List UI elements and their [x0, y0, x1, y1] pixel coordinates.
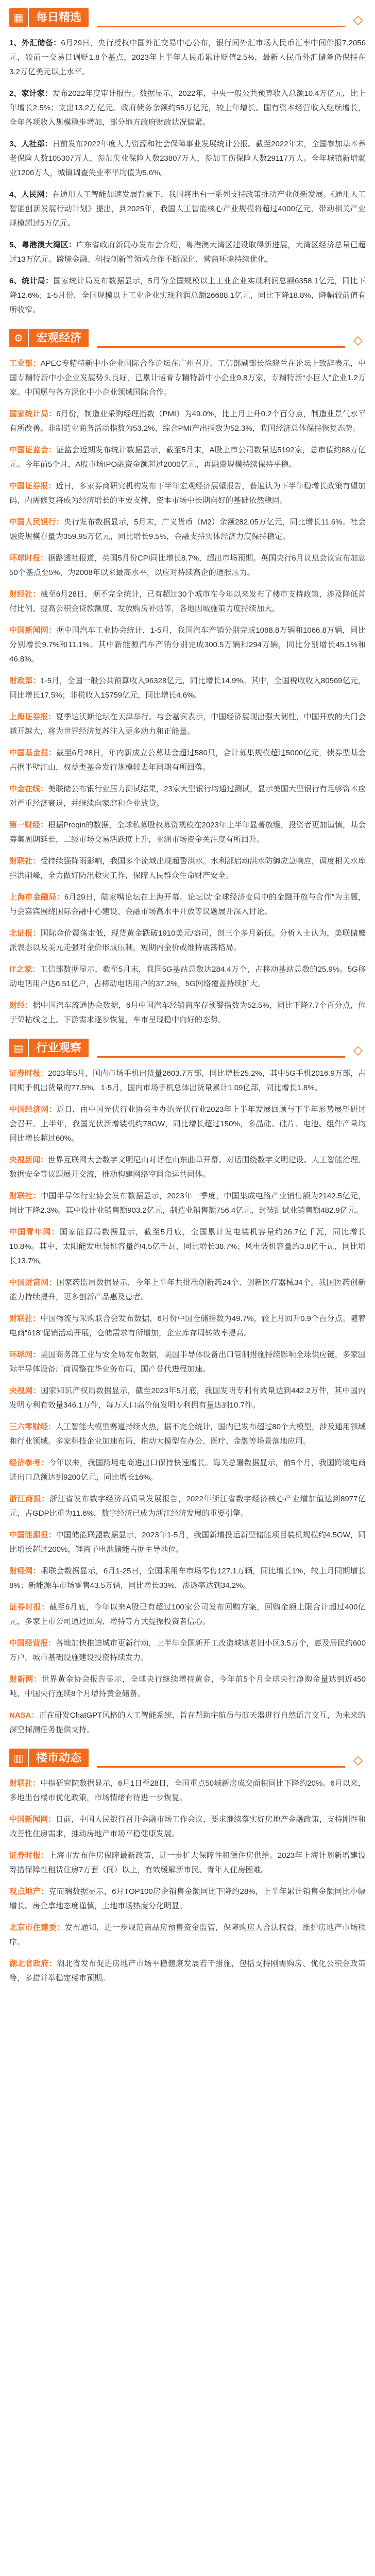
industry-item-text: 国家能源局数据显示，截至5月底，全国累计发电装机容量约26.7亿千瓦，同比增长10.8%。其中，太阳能发电装机容量约4.5亿千瓦，同比增长38.7%；风电装机容量约3.8亿千瓦，同比增长13.7%。 [9, 1228, 366, 1265]
macro-item-source: IT之家： [9, 965, 40, 974]
daily-item-index: 4、 [9, 190, 22, 199]
macro-item-source: 上海证券报： [9, 713, 56, 721]
daily-list [9, 36, 366, 317]
daily-item-text: 国家统计局发布数据显示，5月份全国规模以上工业企业实现利润总额6358.1亿元，同比下降12.6%；1-5月份，全国规模以上工业企业实现利润总额26688.1亿元，同比下降18.8%，降幅较前值有所收窄。 [9, 277, 366, 314]
industry-item-source: 证券时报： [9, 1603, 49, 1612]
macro-item [9, 551, 366, 580]
industry-item-text: 正在研发ChatGPT风格的人工智能系统，旨在帮助宇航员与航天器进行自然语言交互，为未来的深空探测任务提供支持。 [9, 1711, 366, 1734]
diamond-icon: ◇ [353, 333, 363, 347]
macro-item-text: 工信部数据显示，截至5月末，我国5G基站总数达284.4万个，占移动基站总数的25.9%。5G移动电话用户达6.51亿户，占移动电话用户的37.2%，5G网络覆盖持续扩大。 [9, 965, 366, 988]
section-badge-property [9, 1749, 89, 1767]
macro-item-source: 第一财经： [9, 821, 48, 829]
industry-item [9, 1672, 366, 1701]
industry-item-text: 世界互联网大会数字文明尼山对话在山东曲阜开幕。对话围绕数字文明建设、人工智能治理、数据安全等议题展开交流，推动构建网络空间命运共同体。 [9, 1156, 366, 1179]
macro-item-source: 财政部： [9, 676, 41, 685]
section-badge-daily [9, 8, 89, 27]
daily-item-text: 日前发布2022年度人力资源和社会保障事业发展统计公报。截至2022年末，全国参加基本养老保险人数105307万人，参加失业保险人数23807万人，参加工伤保险人数29117万人。全年城镇新增就业1206万人，城镇调查失业率平均值为5.6%。 [9, 140, 366, 177]
section-daily [9, 4, 366, 317]
section-title-industry: 行业观察 [29, 1039, 89, 1057]
industry-item-source: 中国能源报： [9, 1531, 56, 1539]
industry-item-text: 浙江省发布数字经济高质量发展报告，2022年浙江省数字经济核心产业增加值达到8977亿元，占GDP比重为11.6%，数字经济已成为浙江经济发展的重要引擎。 [9, 1495, 366, 1518]
industry-item [9, 1456, 366, 1485]
industry-item-text: 今年以来，我国跨境电商进出口保持快速增长。海关总署数据显示，前5个月，我国跨境电商进出口总额达到9200亿元，同比增长16%。 [9, 1459, 366, 1482]
section-underline [97, 1056, 345, 1058]
industry-item-source: 环球网： [9, 1350, 41, 1359]
macro-item-source: 财联社： [9, 857, 41, 866]
industry-item-source: 浙江商报： [9, 1495, 50, 1503]
page [0, 4, 375, 2576]
macro-item-source: 北证报： [9, 929, 41, 938]
macro-item-text: 央行发布数据显示，5月末，广义货币（M2）余额282.05万亿元，同比增长11.6%。社会融资规模存量为359.95万亿元，同比增长9.5%，金融支持实体经济力度保持稳定。 [9, 518, 366, 541]
industry-item-text: 国家知识产权局数据显示，截至2023年5月底，我国发明专利有效量达到442.2万件，其中国内发明专利有效量346.1万件，每万人口高价值发明专利拥有量达到10.7件。 [9, 1386, 366, 1410]
daily-item-lead: 统计局： [22, 277, 54, 285]
industry-item [9, 1528, 366, 1557]
industry-item-source: 财联社： [9, 1314, 41, 1323]
industry-item-source: 经济参考： [9, 1459, 48, 1467]
industry-item [9, 1600, 366, 1629]
daily-item [9, 87, 366, 130]
macro-item-source: 中国证券报： [9, 482, 56, 490]
industry-item-source: 中国青年网： [9, 1228, 60, 1236]
daily-item-index: 6、 [9, 277, 22, 285]
daily-item-lead: 粤港澳大湾区： [21, 241, 77, 249]
daily-item-text: 6月29日，央行授权中国外汇交易中心公布，银行间外汇市场人民币汇率中间价报7.2056元，较前一交易日调贬1.8个基点，2023年上半年人民币累计贬值2.5%，最新人民币外汇储备仍保持在3.2万亿美元以上水平。 [9, 39, 366, 76]
section-header-property [9, 1744, 366, 1771]
industry-item-text: 各地加快推进城市更新行动，上半年全国新开工改造城镇老旧小区3.5万个，惠及居民约600万户，城市基础设施建设投资持续发力。 [9, 1639, 366, 1662]
daily-item [9, 188, 366, 231]
macro-item [9, 407, 366, 436]
industry-item [9, 1153, 366, 1182]
property-item-source: 北京市住建委： [9, 1923, 65, 1932]
industry-item-source: 财联社： [9, 1192, 41, 1200]
property-item [9, 1776, 366, 1805]
industry-item-text: 截至6月底，今年以来A股已有超过100家公司发布回购方案，回购金额上限合计超过400亿元，多家上市公司通过回购、增持等方式提振投资者信心。 [9, 1603, 366, 1626]
daily-item [9, 274, 366, 317]
industry-item-text: 美国商务部工业与安全局发布数据，美国半导体设备出口管制措施持续影响全球供应链，多家国际半导体设备厂商调整在华业务布局，国产替代进程加速。 [9, 1350, 366, 1374]
industry-item [9, 1066, 366, 1095]
section-header-industry [9, 1035, 366, 1061]
gear-icon: ⚙ [9, 329, 28, 347]
daily-item-lead: 人民网： [21, 190, 53, 199]
property-item-text: 中指研究院数据显示，6月1日至28日，全国重点50城新房成交面积同比下降约20%。6月以来，多地出台楼市优化政策，市场情绪有待进一步恢复。 [9, 1779, 366, 1802]
property-item-text: 克而瑞数据显示，6月TOP100房企销售金额同比下降约28%，上半年累计销售金额同比小幅增长。房企拿地态度谨慎，土地市场热度分化明显。 [9, 1887, 366, 1910]
section-industry [9, 1035, 366, 1737]
property-item-source: 中国新闻网： [9, 1815, 56, 1824]
industry-item-text: 中国半导体行业协会发布数据显示，2023年一季度，中国集成电路产业销售额为2142.5亿元，同比下降2.3%。其中设计业销售额903.2亿元，制造业销售额756.4亿元，封装测试业销售额482.9亿元。 [9, 1192, 366, 1215]
industry-item-source: 财新网： [9, 1675, 42, 1684]
macro-item [9, 515, 366, 544]
industry-item-source: 央视网： [9, 1386, 41, 1395]
macro-item-source: 中国基金报： [9, 749, 57, 757]
macro-item [9, 854, 366, 883]
section-badge-industry [9, 1039, 89, 1057]
daily-item-lead: 家计家： [21, 89, 53, 98]
macro-item-text: 证监会近期发布统计数据显示，截至5月末，A股上市公司数量达5192家，总市值约88万亿元。今年前5个月，A股市场IPO融资金额超过2000亿元，再融资规模持续保持平稳。 [9, 446, 366, 469]
macro-item-source: 中国人民银行： [9, 518, 64, 527]
macro-item [9, 674, 366, 703]
macro-item-text: 美联储公布银行业压力测试结果，23家大型银行均通过测试，显示美国大型银行有足够资本应对严重经济衰退，并继续向家庭和企业放贷。 [9, 785, 366, 808]
macro-item-source: 财经社： [9, 590, 41, 599]
property-item-source: 湖北省政府： [9, 1959, 57, 1968]
macro-list [9, 357, 366, 1027]
industry-item-source: 三六零财经： [9, 1422, 56, 1431]
macro-item-text: 据路透社报道，英国5月份CPI同比增长8.7%，超出市场预期。英国央行6月议息会议宣布加息50个基点至5%，为2008年以来最高水平，以应对持续高企的通胀压力。 [9, 554, 366, 577]
macro-item-text: 据中国汽车流通协会数据，6月中国汽车经销商库存预警指数为52.5%，同比下降7.7个百分点，位于荣枯线之上。下游需求逐步恢复，车市呈现稳中向好的态势。 [9, 1001, 366, 1024]
macro-item-source: 中国新闻网： [9, 626, 57, 635]
macro-item-source: 国家统计局： [9, 410, 57, 418]
daily-item-index: 5、 [9, 241, 22, 249]
industry-item [9, 1225, 366, 1268]
industry-item-source: 央视新闻： [9, 1156, 48, 1164]
macro-item-text: 据中国汽车工业协会统计，1-5月，我国汽车产销分别完成1068.8万辆和1066.8万辆，同比分别增长9.7%和11.1%。其中新能源汽车产销分别完成300.5万辆和294万辆，同比分别增长45.1%和46.8%。 [9, 626, 366, 664]
macro-item [9, 710, 366, 739]
calendar-icon: ▦ [9, 8, 28, 27]
industry-item [9, 1564, 366, 1593]
macro-item-text: 国际金价震荡走低，现货黄金跌破1910美元/盎司，创三个多月新低。分析人士认为，美联储鹰派表态以及美元走强对金价形成压制，短期内金价或维持震荡格局。 [9, 929, 366, 952]
industry-item-source: 中国财富网： [9, 1278, 57, 1287]
macro-item-text: 1-5月，全国一般公共预算收入96328亿元，同比增长14.9%。其中，全国税收收入80569亿元，同比增长17.5%；非税收入15759亿元，同比增长4.6%。 [9, 676, 366, 700]
daily-item-lead: 外汇储备： [21, 39, 61, 47]
macro-item-text: 6月29日，陆家嘴论坛在上海开幕。论坛以“全球经济变局中的金融开放与合作”为主题，与会嘉宾围绕国际金融中心建设、金融市场高水平开放等议题展开深入讨论。 [9, 893, 366, 916]
macro-item [9, 479, 366, 508]
macro-item [9, 746, 366, 775]
industry-list [9, 1066, 366, 1737]
industry-item-source: 中国经营报： [9, 1639, 56, 1648]
property-item [9, 1921, 366, 1950]
macro-item [9, 443, 366, 472]
property-item [9, 1812, 366, 1841]
daily-item-text: 广东省政府新闻办发布会介绍，粤港澳大湾区建设取得新进展，大湾区经济总量已超过13万亿元。跨境金融、科技创新等领域合作不断深化，营商环境持续优化。 [9, 241, 366, 264]
property-item [9, 1849, 366, 1877]
macro-item-source: 中金在线： [9, 785, 48, 793]
macro-item-text: 截至6月28日，据不完全统计，已有超过30个城市在今年以来发布了楼市支持政策，涉及降低首付比例、提高公积金贷款额度、发放购房补贴等，各地因城施策力度持续加大。 [9, 590, 366, 613]
property-item-source: 财联社： [9, 1779, 41, 1788]
macro-item [9, 587, 366, 616]
daily-item-text: 在通用人工智能加速发展背景下，我国将出台一系列支持政策推动产业创新发展。《通用人工智能创新发展行动计划》提出，到2025年，我国人工智能核心产业规模将超过4000亿元，带动相关产业规模超过5万亿元。 [9, 190, 366, 228]
industry-item-text: 近日，由中国光伏行业协会主办的光伏行业2023年上半年发展回顾与下半年形势展望研讨会召开。上半年，我国光伏新增装机约78GW，同比增长超过150%，多晶硅、硅片、电池、组件产量均同比增长超过60%。 [9, 1105, 366, 1143]
industry-item-source: 证券时报： [9, 1069, 48, 1078]
section-badge-macro [9, 329, 89, 347]
macro-item-source: 中国证监会： [9, 446, 57, 454]
section-property [9, 1744, 366, 1986]
daily-item-index: 2、 [9, 89, 22, 98]
industry-item [9, 1348, 366, 1377]
property-item-text: 上海市发布住房保障最新政策，进一步扩大保障性租赁住房供给。2023年上海计划新增建设筹措保障性租赁住房7万套（间）以上，有效缓解新市民、青年人住房困难。 [9, 1851, 366, 1874]
macro-item-text: 根据Preqin的数据，全球私募股权募资规模在2023年上半年显著放缓，投资者更加谨慎，基金募集周期延长，二级市场交易活跃度上升，亚洲市场资金关注度有所回升。 [9, 821, 366, 844]
section-underline [97, 26, 345, 27]
macro-item [9, 998, 366, 1027]
daily-item-index: 1、 [9, 39, 22, 47]
daily-item-index: 3、 [9, 140, 22, 148]
industry-item-text: 中国储能联盟数据显示，2023年1-5月，我国新增投运新型储能项目装机规模约4.5GW，同比增长超过200%，锂离子电池储能占据主导地位。 [9, 1531, 366, 1554]
property-item-source: 观点地产： [9, 1887, 49, 1896]
daily-item [9, 36, 366, 79]
section-macro [9, 325, 366, 1027]
section-underline [97, 346, 345, 348]
section-header-macro [9, 325, 366, 351]
diamond-icon: ◇ [353, 13, 363, 27]
industry-item-text: 乘联会数据显示，6月1-25日，全国乘用车市场零售127.1万辆，同比增长1%，较上月同期增长8%；新能源车市场零售43.5万辆，同比增长33%，渗透率达到34.2%。 [9, 1567, 366, 1590]
section-underline [97, 1766, 345, 1768]
industry-item-text: 2023年5月，国内市场手机出货量2603.7万部，同比增长25.2%，其中5G手机2016.9万部，占同期手机出货量的77.5%。1-5月，国内市场手机总体出货量累计1.09亿部，同比增长1.8%。 [9, 1069, 366, 1092]
property-item [9, 1885, 366, 1913]
building-icon: ▥ [9, 1749, 28, 1767]
industry-item-text: 中国物流与采购联合会发布数据，6月份中国仓储指数为49.7%，较上月回升0.9个百分点。随着电商“618”促销活动开展，仓储需求有所增加，企业库存周转效率提高。 [9, 1314, 366, 1337]
macro-item-text: 截至6月28日，年内新成立公募基金超过580只，合计募集规模超过5000亿元，债券型基金占据半壁江山，权益类基金发行规模较去年同期有所回落。 [9, 749, 366, 772]
property-list [9, 1776, 366, 1986]
macro-item [9, 357, 366, 400]
industry-item [9, 1103, 366, 1146]
daily-item-lead: 人社部： [21, 140, 53, 148]
industry-item-source: 中国经济网： [9, 1105, 57, 1114]
property-item-text: 湖北省发布促进房地产市场平稳健康发展若干措施，包括支持刚需购房、优化公积金政策等，多措并举稳定楼市预期。 [9, 1959, 366, 1982]
macro-item [9, 818, 366, 847]
section-title-macro: 宏观经济 [29, 329, 89, 347]
macro-item [9, 962, 366, 991]
property-item-text: 日前，中国人民银行召开金融市场工作会议，要求继续落实好房地产金融政策，支持刚性和改善性住房需求，推动房地产市场平稳健康发展。 [9, 1815, 366, 1838]
diamond-icon: ◇ [353, 1043, 363, 1057]
macro-item-text: 受持续强降雨影响，我国多个流域出现超警洪水。水利部启动洪水防御应急响应，调度相关水库拦洪削峰，全力做好防汛救灾工作，保障人民群众生命财产安全。 [9, 857, 366, 880]
macro-item-text: APEC专精特新中小企业国际合作论坛在广州召开。工信部副部长徐晓兰在论坛上致辞表示，中国专精特新中小企业发展势头良好，已累计培育专精特新中小企业9.8万家，专精特新“小巨人”企业1.2万家。中国愿与各方深化中小企业领域国际合作。 [9, 359, 366, 397]
industry-item [9, 1708, 366, 1737]
macro-item-source: 工业部： [9, 359, 41, 368]
daily-item [9, 238, 366, 267]
macro-item [9, 623, 366, 667]
chart-icon: ▤ [9, 1039, 28, 1057]
macro-item-source: 上海市金融局： [9, 893, 64, 902]
daily-item [9, 137, 366, 180]
section-header-daily [9, 4, 366, 31]
section-title-daily: 每日精选 [29, 8, 89, 27]
property-item-text: 发布通知，进一步规范商品房预售资金监管，保障购房人合法权益，维护房地产市场秩序。 [9, 1923, 366, 1946]
industry-item-text: 国家药监局数据显示，今年上半年共批准创新药24个、创新医疗器械34个。我国医药创新能力持续提升，更多创新产品惠及患者。 [9, 1278, 366, 1301]
macro-item [9, 926, 366, 955]
macro-item-text: 夏季达沃斯论坛在天津举行。与会嘉宾表示，中国经济展现出强大韧性，中国开放的大门会越开越大，将为世界经济复苏注入更多动力和正能量。 [9, 713, 366, 736]
property-item-source: 证券时报： [9, 1851, 49, 1860]
diamond-icon: ◇ [353, 1753, 363, 1767]
industry-item [9, 1189, 366, 1218]
industry-item-text: 人工智能大模型赛道持续火热，据不完全统计，国内已发布超过80个大模型，涉及通用领域和行业领域。多家科技企业加速布局，推动大模型在办公、医疗、金融等场景落地应用。 [9, 1422, 366, 1446]
industry-item [9, 1312, 366, 1341]
macro-item [9, 890, 366, 919]
macro-item-source: 财经： [9, 1001, 33, 1010]
industry-item-source: 财经网： [9, 1567, 41, 1575]
industry-item-source: NASA： [9, 1711, 39, 1720]
section-title-property: 楼市动态 [29, 1749, 89, 1767]
industry-item [9, 1636, 366, 1665]
macro-item [9, 782, 366, 811]
industry-item [9, 1420, 366, 1449]
macro-item-text: 近日，多家券商研究机构发布下半年宏观经济展望报告，普遍认为下半年稳增长政策有望加码，内需修复将成为经济增长的主要支撑，资本市场中长期向好的基础依然稳固。 [9, 482, 366, 505]
industry-item [9, 1492, 366, 1521]
daily-item-text: 发布2022年度审计报告。数据显示，2022年，中央一般公共预算收入总额10.4万亿元，比上年增长2.5%；支出13.2万亿元。政府债务余额约55万亿元，较上年增长。国有资本经营收入继续增长，全年各项收入规模稳步增加，部分地方政府财政状况偏紧。 [9, 89, 366, 127]
industry-item-text: 世界黄金协会报告显示，全球央行继续增持黄金，今年前5个月全球央行净购金量达到近450吨，中国央行连续8个月增持黄金储备。 [9, 1675, 366, 1698]
industry-item [9, 1384, 366, 1413]
property-item [9, 1957, 366, 1986]
macro-item-text: 6月份，制造业采购经理指数（PMI）为49.0%，比上月上升0.2个百分点，制造业景气水平有所改善。非制造业商务活动指数为53.2%，综合PMI产出指数为52.3%，我国经济总体保持恢复态势。 [9, 410, 366, 433]
industry-item [9, 1276, 366, 1304]
macro-item-source: 环球时报： [9, 554, 48, 563]
